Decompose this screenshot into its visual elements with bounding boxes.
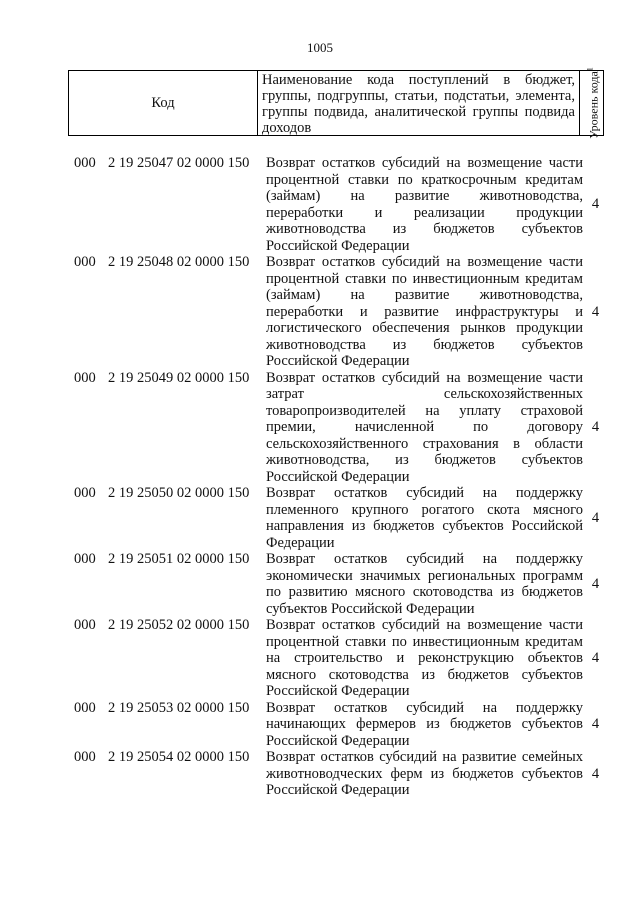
header-code: Код xyxy=(69,71,258,135)
row-admin-code: 000 xyxy=(74,699,96,716)
row-level: 4 xyxy=(591,419,600,435)
row-code: 2 19 25051 02 0000 150 xyxy=(108,551,250,567)
row-name: Возврат остатков субсидий на возмещение части затрат сельскохозяйственных товаропроизводителей на уплату страховой премии, начисленной по договору сельскохозяйственного страхования в области животноводства, из бюджетов субъектов Российской Федерации xyxy=(266,369,583,485)
row-code: 2 19 25053 02 0000 150 xyxy=(108,699,250,716)
row-name: Возврат остатков субсидий на развитие семейных животноводческих ферм из бюджетов субъектов Российской Федерации xyxy=(266,749,583,798)
row-name: Возврат остатков субсидий на поддержку экономически значимых региональных программ по развитию мясного скотоводства из бюджетов субъектов Российской Федерации xyxy=(266,551,583,617)
row-name: Возврат остатков субсидий на поддержку начинающих фермеров из бюджетов субъектов Российской Федерации xyxy=(266,699,583,749)
row-code: 2 19 25054 02 0000 150 xyxy=(108,749,250,765)
table-row xyxy=(74,254,614,370)
header-name: Наименование кода поступлений в бюджет, группы, подгруппы, статьи, подстатьи, элемента, группы подвида, аналитической группы подвида доходов xyxy=(258,71,580,135)
header-level-label xyxy=(584,67,599,139)
row-code: 2 19 25048 02 0000 150 xyxy=(108,254,250,270)
row-admin-code: 000 xyxy=(74,485,96,501)
table-row xyxy=(74,370,614,486)
row-name: Возврат остатков субсидий на возмещение части процентной ставки по краткосрочным кредитам (займам) на развитие животноводства, переработки и реализации продукции животноводства из бюджетов субъектов Российской Федерации xyxy=(266,155,583,254)
row-admin-code: 000 xyxy=(74,617,96,633)
row-code: 2 19 25047 02 0000 150 xyxy=(108,155,250,171)
table-header xyxy=(68,67,604,139)
page-number: 1005 xyxy=(307,40,333,55)
row-admin-code: 000 xyxy=(74,155,96,171)
row-code: 2 19 25049 02 0000 150 xyxy=(108,369,250,386)
row-admin-code: 000 xyxy=(74,551,96,567)
table-row xyxy=(74,155,614,254)
table-row xyxy=(74,749,614,799)
row-level: 4 xyxy=(591,765,600,782)
row-admin-code: 000 xyxy=(74,369,96,386)
row-admin-code: 000 xyxy=(74,749,96,765)
row-level: 4 xyxy=(591,650,600,666)
header-level xyxy=(580,67,603,139)
row-name: Возврат остатков субсидий на возмещение части процентной ставки по инвестиционным кредитам (займам) на развитие животноводства, переработки и развитие инфраструктуры и логистического обеспечения рынков продукции животноводства из бюджетов субъектов Российской Федерации xyxy=(266,254,583,369)
row-name: Возврат остатков субсидий на поддержку племенного крупного рогатого скота мясного направления из бюджетов субъектов Российской Федерации xyxy=(266,485,583,551)
row-level: 4 xyxy=(591,303,600,320)
table-row xyxy=(74,700,614,750)
table-body xyxy=(74,155,614,799)
table-row xyxy=(74,485,614,551)
row-level: 4 xyxy=(591,196,600,213)
row-level: 4 xyxy=(591,716,600,732)
row-name: Возврат остатков субсидий на возмещение части процентной ставки по инвестиционным кредитам на строительство и реконструкцию объектов мясного скотоводства из бюджетов субъектов Российской Федерации xyxy=(266,617,583,699)
header-level-text: Уровень кода xyxy=(586,71,600,139)
row-code: 2 19 25052 02 0000 150 xyxy=(108,617,250,633)
header-level-footnote: 1 xyxy=(585,67,594,72)
table-row xyxy=(74,617,614,700)
row-level: 4 xyxy=(591,575,600,592)
row-level: 4 xyxy=(591,509,600,526)
row-admin-code: 000 xyxy=(74,254,96,270)
row-code: 2 19 25050 02 0000 150 xyxy=(108,485,250,501)
table-row xyxy=(74,551,614,617)
